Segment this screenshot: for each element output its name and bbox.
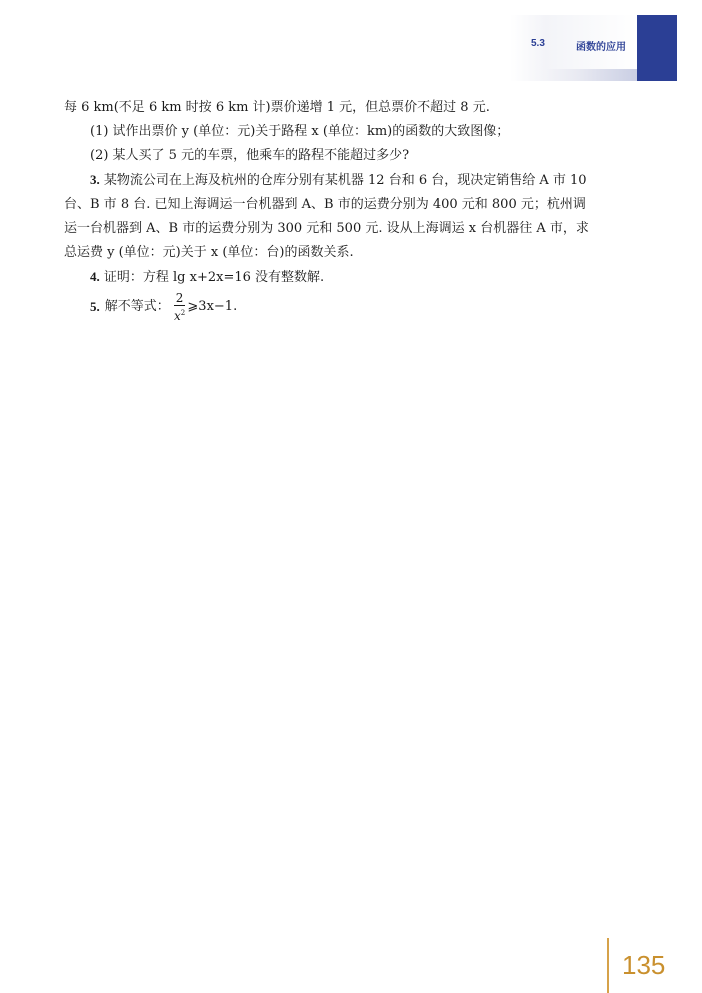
header-blue-tab xyxy=(637,15,677,81)
page-content xyxy=(64,96,644,324)
problem-3-number: 3. xyxy=(90,172,100,187)
sub-question-2: (2) 某人买了 5 元的车票，他乘车的路程不能超过多少? xyxy=(90,148,410,163)
problem-3-line-2: 台、B 市 8 台. 已知上海调运一台机器到 A、B 市的运费分别为 400 元和 800 元；杭州调 xyxy=(64,197,586,212)
denominator-exponent: 2 xyxy=(180,308,186,317)
fraction-denominator xyxy=(174,306,185,323)
problem-5-prefix: 解不等式： xyxy=(104,299,170,314)
problem-4 xyxy=(64,265,644,290)
sub-question-1: (1) 试作出票价 y (单位：元)关于路程 x (单位：km)的函数的大致图像； xyxy=(90,124,510,139)
problem-4-number: 4. xyxy=(90,269,100,284)
page-number-rule xyxy=(607,938,609,993)
page-number: 135 xyxy=(622,950,666,980)
fraction-numerator: 2 xyxy=(175,290,184,305)
problem-3-line-4: 总运费 y (单位：元)关于 x (单位：台)的函数关系. xyxy=(64,245,354,260)
section-number: 5.3 xyxy=(531,38,545,49)
text-line: 每 6 km(不足 6 km 时按 6 km 计)票价递增 1 元，但总票价不超过 8 元. xyxy=(64,100,490,115)
problem-3-text-1: 某物流公司在上海及杭州的仓库分别有某机器 12 台和 6 台，现决定销售给 A 市 10 xyxy=(103,173,587,188)
problem-4-text: 证明：方程 lg x+2x=16 没有整数解. xyxy=(103,270,325,285)
problem-3-line-1 xyxy=(64,168,644,193)
problem-5-suffix: ⩾3x−1. xyxy=(187,299,238,314)
fraction xyxy=(174,292,186,323)
problem-5-number: 5. xyxy=(90,299,100,314)
section-title: 函数的应用 xyxy=(576,42,626,53)
problem-5 xyxy=(64,290,644,324)
problem-3-line-3: 运一台机器到 A、B 市的运费分别为 300 元和 500 元. 设从上海调运 x 台机器往 A 市，求 xyxy=(64,221,589,236)
denominator-base: x xyxy=(173,308,181,323)
